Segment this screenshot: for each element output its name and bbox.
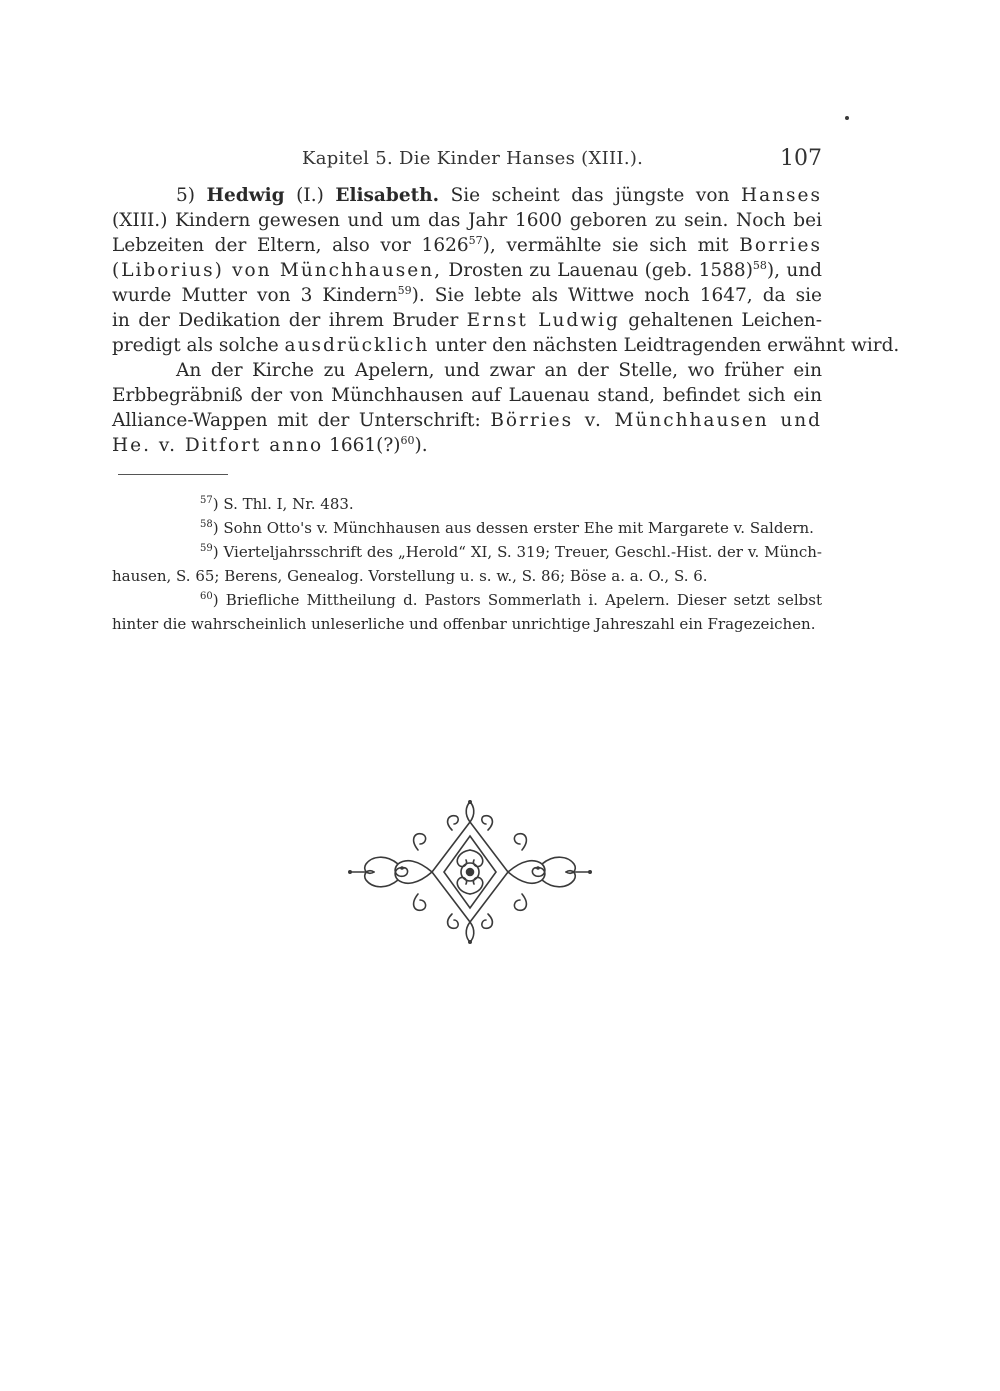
ink-speck [845,116,849,120]
main-text [112,183,900,458]
footnote-58: $^{58}$) Sohn Otto's v. Münchhausen aus dessen erster Ehe mit Margarete v. Saldern. [200,519,814,537]
paragraph-2-line-3: Alliance-Wappen mit der Unterschrift: Börries v. Münchhausen und [112,410,822,431]
paragraph-1-line-2: (XIII.) Kindern gewesen und um das Jahr 1600 geboren zu sein. Noch bei [112,210,822,231]
decorative-vignette-icon [348,800,592,944]
footnote-59-continued: hausen, S. 65; Berens, Genealog. Vorstellung u. s. w., S. 86; Böse a. a. O., S. 6. [112,567,708,585]
paragraph-1-line-1: 5) Hedwig (I.) Elisabeth. Sie scheint das jüngste von Hanses [176,185,822,206]
footnote-57: $^{57}$) S. Thl. I, Nr. 483. [200,495,354,513]
paragraph-2-line-2: Erbbegräbniß der von Münchhausen auf Lauenau stand, befindet sich ein [112,385,822,406]
footnote-59: $^{59}$) Vierteljahrsschrift des „Herold“ XI, S. 319; Treuer, Geschl.-Hist. der v. Münch- [200,543,822,561]
footnote-ref: 60 [400,434,415,447]
running-head [112,146,822,176]
chapter-title: Kapitel 5. Die Kinder Hanses (XIII.). [302,148,644,169]
footnote-ref: 58 [752,259,767,272]
paragraph-1-line-5: wurde Mutter von 3 Kindern$^{59}$). Sie lebte als Wittwe noch 1647, da sie [112,284,822,306]
paragraph-1-line-3: Lebzeiten der Eltern, also vor 1626$^{57}$), vermählte sie sich mit Borries [112,234,822,256]
paragraph-1-line-4: (Liborius) von Münchhausen, Drosten zu Lauenau (geb. 1588)$^{58}$), und [112,259,822,281]
footnote-ref: 59 [397,284,412,297]
paragraph-2-line-1: An der Kirche zu Apelern, und zwar an der Stelle, wo früher ein [176,360,822,381]
paragraph-1-line-6: in der Dedikation der ihrem Bruder Ernst Ludwig gehaltenen Leichen- [112,310,822,331]
footnotes [112,492,822,636]
paragraph-1-line-7: predigt als solche ausdrücklich unter den nächsten Leidtragenden erwähnt wird. [112,335,900,356]
footnote-60-continued: hinter die wahrscheinlich unleserliche und offenbar unrichtige Jahreszahl ein Fragezeichen. [112,615,816,633]
footnote-60: $^{60}$) Briefliche Mittheilung d. Pastors Sommerlath i. Apelern. Dieser setzt selbst [200,591,822,609]
footnote-ref: 57 [468,234,483,247]
footnote-divider [118,474,228,475]
person-name: Hedwig [206,185,285,206]
person-name: Elisabeth. [335,185,440,206]
paragraph-2-line-4: He. v. Ditfort anno 1661(?)$^{60}$). [112,434,428,456]
page-number: 107 [780,146,822,171]
